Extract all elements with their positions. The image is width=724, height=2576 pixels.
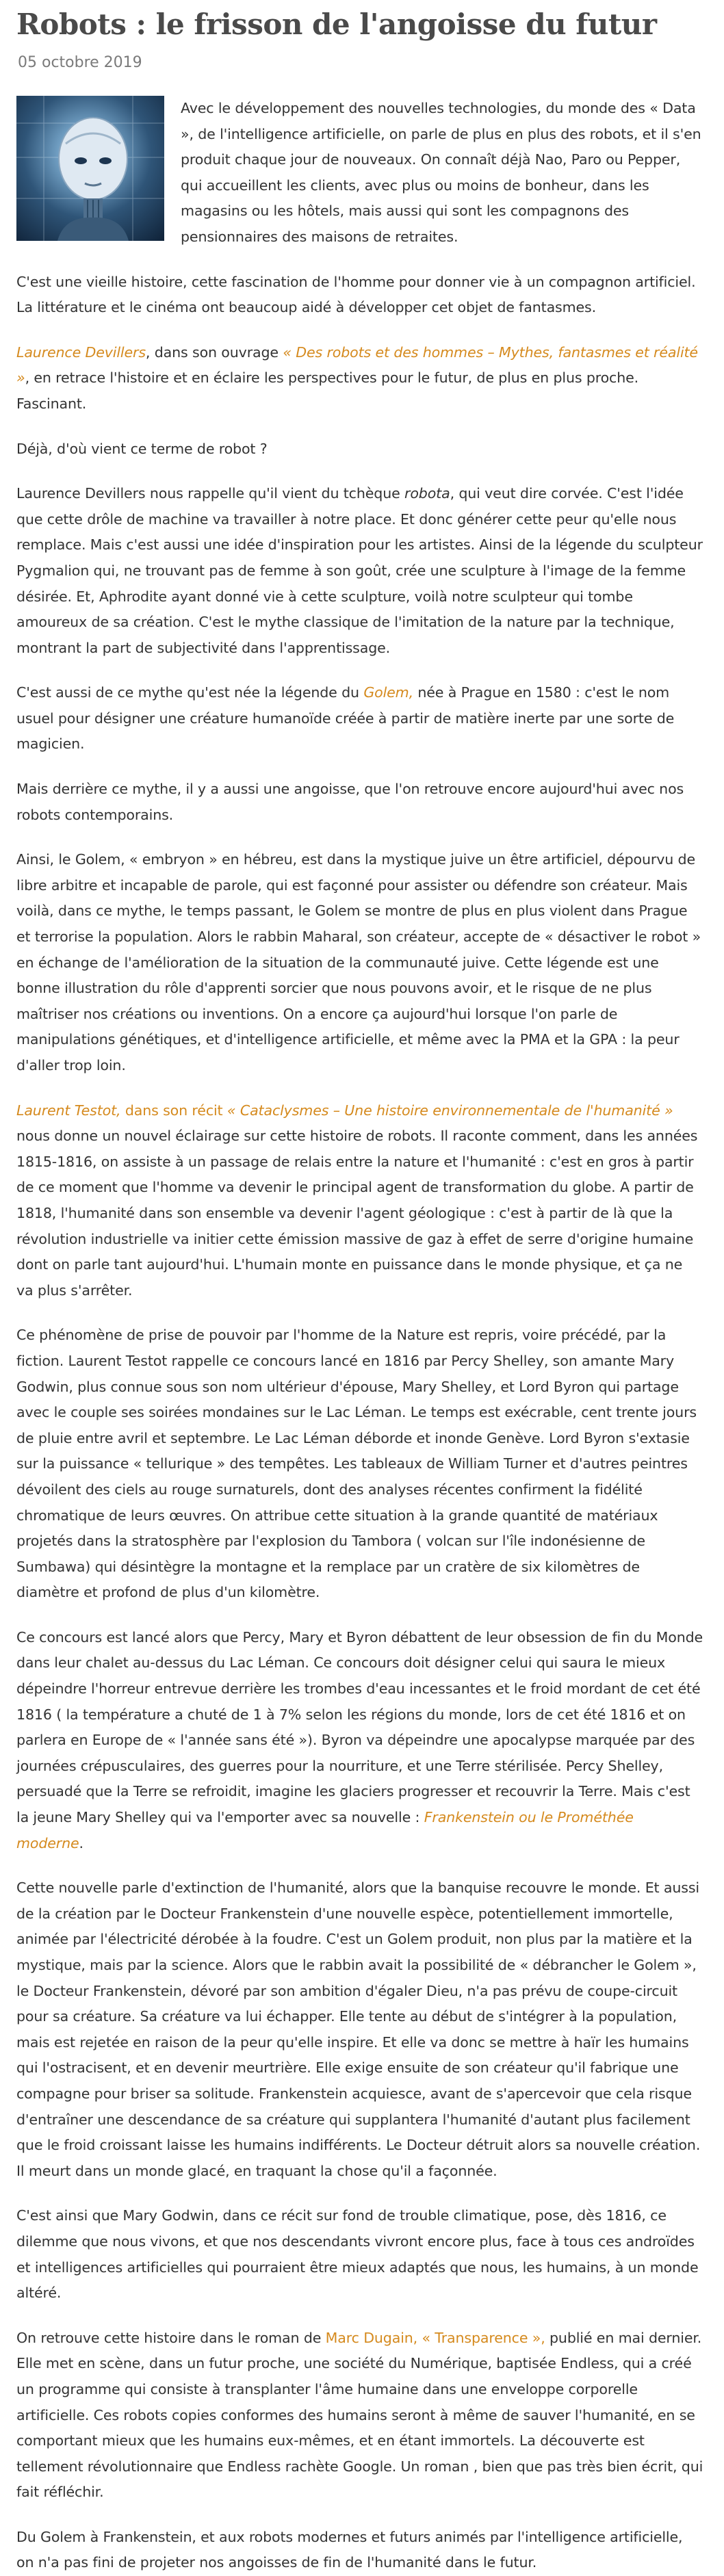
paragraph-8: Ainsi, le Golem, « embryon » en hébreu, est dans la mystique juive un être artificiel, dépourvu de libre arbitre et incapable de parole, qui est façonné pour assister ou défendre son créateur. Mais voilà, dans ce mythe, le temps passant, le Golem se montre de plus en plus violent dans Prague et terrorise la population. Alors le rabbin Maharal, son créateur, accepte de « désactiver le robot » en échange de l'amélioration de la situation de la communauté juive. Cette légende est une bonne illustration du rôle d'apprenti sorcier que nous pouvons avoir, et le risque de ne plus maîtriser nos créations ou inventions. On a encore ça aujourd'hui lorsque l'on parle de manipulations génétiques, et d'intelligence artificielle, et même avec la PMA et la GPA : la peur d'aller trop loin. xyxy=(16,851,701,1074)
paragraph-5-b: , qui veut dire corvée. C'est l'idée que cette drôle de machine va travailler à notre place. Et donc générer cette peur qu'elle nous remplace. Mais c'est aussi une idée d'inspiration pour les artistes. Ainsi de la légende du sculpteur Pygmalion qui, ne trouvant pas de femme à son goût, crée une sculpture à l'image de la femme désirée. Et, Aphrodite ayant donné vie à cette sculpture, voilà notre sculpteur qui tombe amoureux de sa création. C'est le mythe classique de l'imitation de la nature par la technique, montrant la part de subjectivité dans l'apprentissage. xyxy=(16,485,703,656)
paragraph-9-end: nous donne un nouvel éclairage sur cette histoire de robots. Il raconte comment, dans les années 1815-1816, on assiste à un passage de relais entre la nature et l'humanité : c'est en gros à partir de ce moment que l'homme va devenir le principal agent de transformation du globe. A partir de 1818, l'humanité dans son ensemble va devenir l'agent géologique : c'est à partir de là que la révolution industrielle va initier cette émission massive de gaz à effet de serre d'origine humaine dont on parle tant aujourd'hui. L'humain monte en puissance dans le monde physique, et ça ne va plus s'arrêter. xyxy=(16,1128,698,1299)
paragraph-10: Ce phénomène de prise de pouvoir par l'homme de la Nature est repris, voire précédé, par la fiction. Laurent Testot rappelle ce concours lancé en 1816 par Percy Shelley, son amante Mary Godwin, plus connue sous son nom ultérieur d'épouse, Mary Shelley, et Lord Byron qui partage avec le couple ses soirées mondaines sur le Lac Léman. Le temps est exécrable, cent trente jours de pluie entre avril et septembre. Le Lac Léman déborde et inonde Genève. Lord Byron s'extasie sur la puissance « tellurique » des tempêtes. Les tableaux de William Turner et d'autres peintres dévoilent des ciels au rouge surnaturels, dont des analyses récentes confirment la fidélité chromatique de leurs œuvres. On attribue cette situation à la grande quantité de matériaux projetés dans la stratosphère par l'explosion du Tambora ( volcan sur l'île indonésienne de Sumbawa) qui désintègre la montagne et la remplace par un cratère de six kilomètres de diamètre et profond de plus d'un kilomètre. xyxy=(16,1327,697,1601)
word-robota: robota xyxy=(404,485,450,502)
robot-head-icon xyxy=(16,96,164,241)
paragraph-14-a: On retrouve cette histoire dans le roman de xyxy=(16,2329,326,2346)
book-link-cataclysmes[interactable]: « Cataclysmes – Une histoire environnementale de l'humanité » xyxy=(227,1102,673,1119)
paragraph-14 xyxy=(16,2326,703,2506)
paragraph-11-a: Ce concours est lancé alors que Percy, Mary et Byron débattent de leur obsession de fin du Monde dans leur chalet au-dessus du Lac Léman. Ce concours doit désigner celui qui saura le mieux dépeindre l'horreur entrevue derrière les trombes d'eau incessantes et le froid mordant de cet été 1816 ( la température a chuté de 1 à 7% selon les régions du monde, lors de cet été 1816 et on parlera en Europe de « l'année sans été »). Byron va dépeindre une apocalypse marquée par des journées crépusculaires, des guerres pour la nourriture, et une Terre stérilisée. Percy Shelley, persuadé que la Terre se refroidit, imagine les glaciers progresser et recouvrir la Terre. Mais c'est la jeune Mary Shelley qui va l'emporter avec sa nouvelle : xyxy=(16,1628,703,1826)
paragraph-12: Cette nouvelle parle d'extinction de l'humanité, alors que la banquise recouvre le monde. Et aussi de la création par le Docteur Frankenstein d'une nouvelle espèce, potentiellement immortelle, animée par l'électricité dérobée à la foudre. C'est un Golem produit, non plus par la matière et la mystique, mais par la science. Alors que le rabbin avait la possibilité de « débrancher le Golem », le Docteur Frankenstein, dévoré par son ambition d'égaler Dieu, n'a pas prévu de coupe-circuit pour sa créature. Sa créature va lui échapper. Elle tente au début de s'intégrer à la population, mais est rejetée en raison de la peur qu'elle inspire. Et elle va donc se mettre à haïr les humains qui l'ostracisent, et en devenir meurtrière. Elle exige ensuite de son créateur qu'il fabrique une compagne pour briser sa solitude. Frankenstein acquiesce, avant de s'apercevoir que cela risque d'entraîner une descendance de sa créature qui supplantera l'humanité d'autant plus facilement que le froid croissant laisse les humains indifférents. Le Docteur détruit alors sa nouvelle création. Il meurt dans un monde glacé, en traquant la chose qu'il a façonnée. xyxy=(16,1879,701,2179)
paragraph-3-end: , en retrace l'histoire et en éclaire les perspectives pour le futur, de plus en plus proche. Fascinant. xyxy=(16,369,639,412)
paragraph-13: C'est ainsi que Mary Godwin, dans ce récit sur fond de trouble climatique, pose, dès 1816, ce dilemme que nous vivons, et que nos descendants vivront encore plus, face à tous ces androïdes et intelligences artificielles qui pourraient être mieux adaptés que nous, les humains, à un monde altéré. xyxy=(16,2207,699,2302)
paragraph-11 xyxy=(16,1625,703,1856)
author-link-devillers[interactable]: Laurence Devillers xyxy=(16,343,146,361)
paragraph-5-a: Laurence Devillers nous rappelle qu'il vient du tchèque xyxy=(16,485,405,502)
dugain-link[interactable]: Marc Dugain, « Transparence », xyxy=(325,2329,545,2346)
paragraph-14-b: publié en mai dernier. Elle met en scène, dans un futur proche, une société du Numérique, baptisée Endless, qui a créé un programme qui consiste à transplanter l'âme humaine dans une enveloppe corporelle artificielle. Ces robots copies conformes des humains seront à même de sauver l'humanité, en se comportant mieux que les humains eux-mêmes, et en étant immortels. La découverte est tellement révolutionnaire que Endless rachète Google. Un roman , bien que pas très bien écrit, qui fait réfléchir. xyxy=(16,2329,703,2501)
paragraph-6-a: C'est aussi de ce mythe qu'est née la légende du xyxy=(16,684,364,701)
paragraph-6 xyxy=(16,680,703,757)
paragraph-3 xyxy=(16,340,703,417)
paragraph-9-mid: dans son récit xyxy=(120,1102,227,1119)
frankenstein-link[interactable]: Frankenstein ou le Prométhée moderne xyxy=(16,1809,634,1851)
paragraph-6-b: née à Prague en 1580 : c'est le nom usuel pour désigner une créature humanoïde créée à partir de matière inerte par une sorte de magicien. xyxy=(16,684,675,753)
paragraph-2: C'est une vieille histoire, cette fascination de l'homme pour donner vie à un compagnon artificiel. La littérature et le cinéma ont beaucoup aidé à développer cet objet de fantasmes. xyxy=(16,273,696,316)
book-link-des-robots[interactable]: « Des robots et des hommes – Mythes, fantasmes et réalité » xyxy=(16,343,698,387)
paragraph-1: Avec le développement des nouvelles technologies, du monde des « Data », de l'intelligence artificielle, on parle de plus en plus des robots, et il s'en produit chaque jour de nouveaux. On connaît déjà Nao, Paro ou Pepper, qui accueillent les clients, avec plus ou moins de bonheur, dans les magasins ou les hôtels, mais aussi qui sont les compagnons des pensionnaires des maisons de retraites. xyxy=(181,100,701,245)
paragraph-11-end: . xyxy=(79,1834,83,1851)
paragraph-5 xyxy=(16,481,703,661)
article-title: Robots : le frisson de l'angoisse du futur xyxy=(16,8,657,41)
paragraph-4: Déjà, d'où vient ce terme de robot ? xyxy=(16,440,268,457)
paragraph-9 xyxy=(16,1098,703,1304)
article-date: 05 octobre 2019 xyxy=(18,54,142,71)
robot-head-image xyxy=(16,96,164,241)
paragraph-7: Mais derrière ce mythe, il y a aussi une angoisse, que l'on retrouve encore aujourd'hui avec nos robots contemporains. xyxy=(16,781,684,823)
paragraph-15: Du Golem à Frankenstein, et aux robots modernes et futurs animés par l'intelligence artificielle, on n'a pas fini de projeter nos angoisses de fin de l'humanité dans le futur. xyxy=(16,2528,683,2571)
golem-link[interactable]: Golem, xyxy=(363,684,413,701)
author-link-testot[interactable]: Laurent Testot, xyxy=(16,1102,121,1119)
paragraph-3-mid: , dans son ouvrage xyxy=(145,343,283,361)
